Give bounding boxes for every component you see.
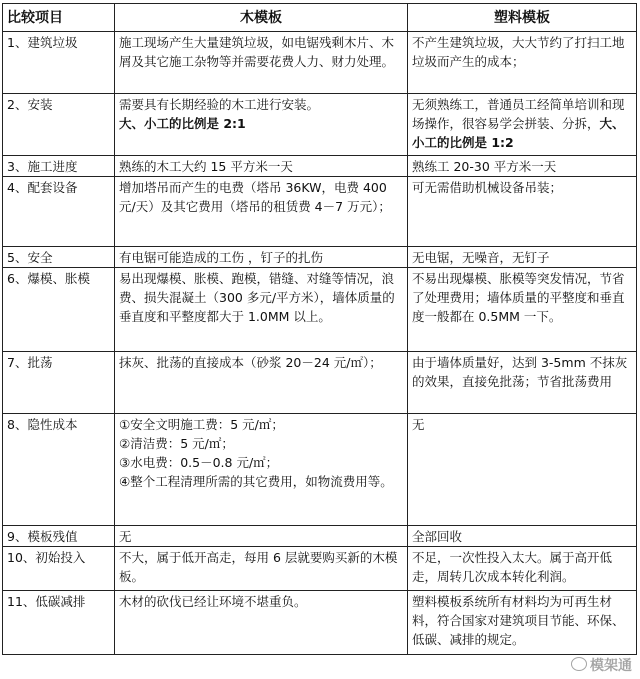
wood-text: 抹灰、批荡的直接成本（砂浆 20－24 元/㎡）； [119,355,382,370]
plastic-cell [408,268,637,352]
plastic-text: 由于墙体质量好，达到 3-5mm 不抹灰的效果，直接免批荡；节省批荡费用 [412,355,628,389]
row-item: 4、配套设备 [3,177,115,247]
wechat-icon [571,657,587,671]
wood-text: 木材的砍伐已经让环境不堪重负。 [119,594,307,609]
header-wood: 木模板 [115,4,408,32]
plastic-cell [408,414,637,526]
row-item: 5、安全 [3,247,115,268]
plastic-cell [408,526,637,547]
table-row [3,526,637,547]
watermark-text: 模架通 [590,658,632,674]
wood-cell [115,247,408,268]
row-item: 2、安装 [3,94,115,156]
plastic-text: 塑料模板系统所有材料均为可再生材料，符合国家对建筑项目节能、环保、低碳、减排的规定。 [412,594,625,647]
plastic-cell [408,32,637,94]
wood-text: 不大，属于低开高走，每用 6 层就要购买新的木模板。 [119,550,398,584]
wood-cell [115,32,408,94]
wood-cost-3: ③水电费：0.5－0.8 元/㎡； [119,455,279,470]
table-row [3,94,637,156]
header-row [3,4,637,32]
plastic-cell [408,247,637,268]
row-item: 9、模板残值 [3,526,115,547]
plastic-text: 无电锯，无噪音，无钉子 [412,250,550,265]
plastic-cell [408,352,637,414]
wood-text: 无 [119,529,132,544]
plastic-text: 不足，一次性投入太大。属于高开低走，周转几次成本转化利润。 [412,550,613,584]
plastic-text: 熟练工 20-30 平方米一天 [412,159,557,174]
wood-text: 施工现场产生大量建筑垃圾，如电锯残剩木片、木屑及其它施工杂物等并需要花费人力、财力处理。 [119,35,395,69]
plastic-text: 无 [412,417,425,432]
plastic-cell [408,156,637,177]
plastic-cell [408,591,637,655]
plastic-text: 可无需借助机械设备吊装； [412,180,563,195]
comparison-table [2,3,637,655]
wood-cell [115,414,408,526]
wood-ratio: 大、小工的比例是 2:1 [119,116,246,131]
watermark [571,655,632,675]
wood-cell [115,526,408,547]
table-row [3,247,637,268]
wood-cost-1: ①安全文明施工费：5 元/㎡； [119,417,284,432]
wood-cell [115,547,408,591]
header-item: 比较项目 [3,4,115,32]
wood-text: 需要具有长期经验的木工进行安装。 [119,97,320,112]
row-item: 8、隐性成本 [3,414,115,526]
plastic-text: 无须熟练工，普通员工经简单培训和现场操作，很容易学会拼装、分拆， [412,97,625,131]
row-item: 7、批荡 [3,352,115,414]
table-row [3,352,637,414]
wood-cell [115,352,408,414]
row-item: 11、低碳减排 [3,591,115,655]
table-row [3,32,637,94]
wood-cost-2: ②清洁费：5 元/㎡； [119,436,234,451]
wood-text: 熟练的木工大约 15 平方米一天 [119,159,293,174]
plastic-cell [408,94,637,156]
plastic-ratio: 大、小工的比例是 1:2 [412,116,625,150]
table-row [3,414,637,526]
wood-text: 易出现爆模、胀模、跑模，错缝、对缝等情况，浪费、损失混凝土（300 多元/平方米），墙体质量的垂直度和平整度都大于 1.0MM 以上。 [119,271,395,324]
header-plastic: 塑料模板 [408,4,637,32]
plastic-cell [408,547,637,591]
wood-text: 增加塔吊而产生的电费（塔吊 36KW，电费 400 元/天）及其它费用（塔吊的租赁费 4－7 万元）； [119,180,391,214]
wood-cell [115,177,408,247]
plastic-cell [408,177,637,247]
plastic-text: 全部回收 [412,529,463,544]
table-row [3,177,637,247]
table-row [3,591,637,655]
wood-text: 有电锯可能造成的工伤 ，钉子的扎伤 [119,250,323,265]
plastic-text: 不产生建筑垃圾，大大节约了打扫工地垃圾而产生的成本； [412,35,625,69]
wood-cell [115,94,408,156]
plastic-text: 不易出现爆模、胀模等突发情况，节省了处理费用；墙体质量的平整度和垂直度一般都在 0.5MM 一下。 [412,271,625,324]
table-row [3,547,637,591]
wood-cell [115,156,408,177]
table-row [3,156,637,177]
row-item: 10、初始投入 [3,547,115,591]
row-item: 3、施工进度 [3,156,115,177]
table-row [3,268,637,352]
wood-cell [115,268,408,352]
wood-cost-4: ④整个工程清理所需的其它费用，如物流费用等。 [119,474,393,489]
wood-cell [115,591,408,655]
row-item: 1、建筑垃圾 [3,32,115,94]
row-item: 6、爆模、胀模 [3,268,115,352]
